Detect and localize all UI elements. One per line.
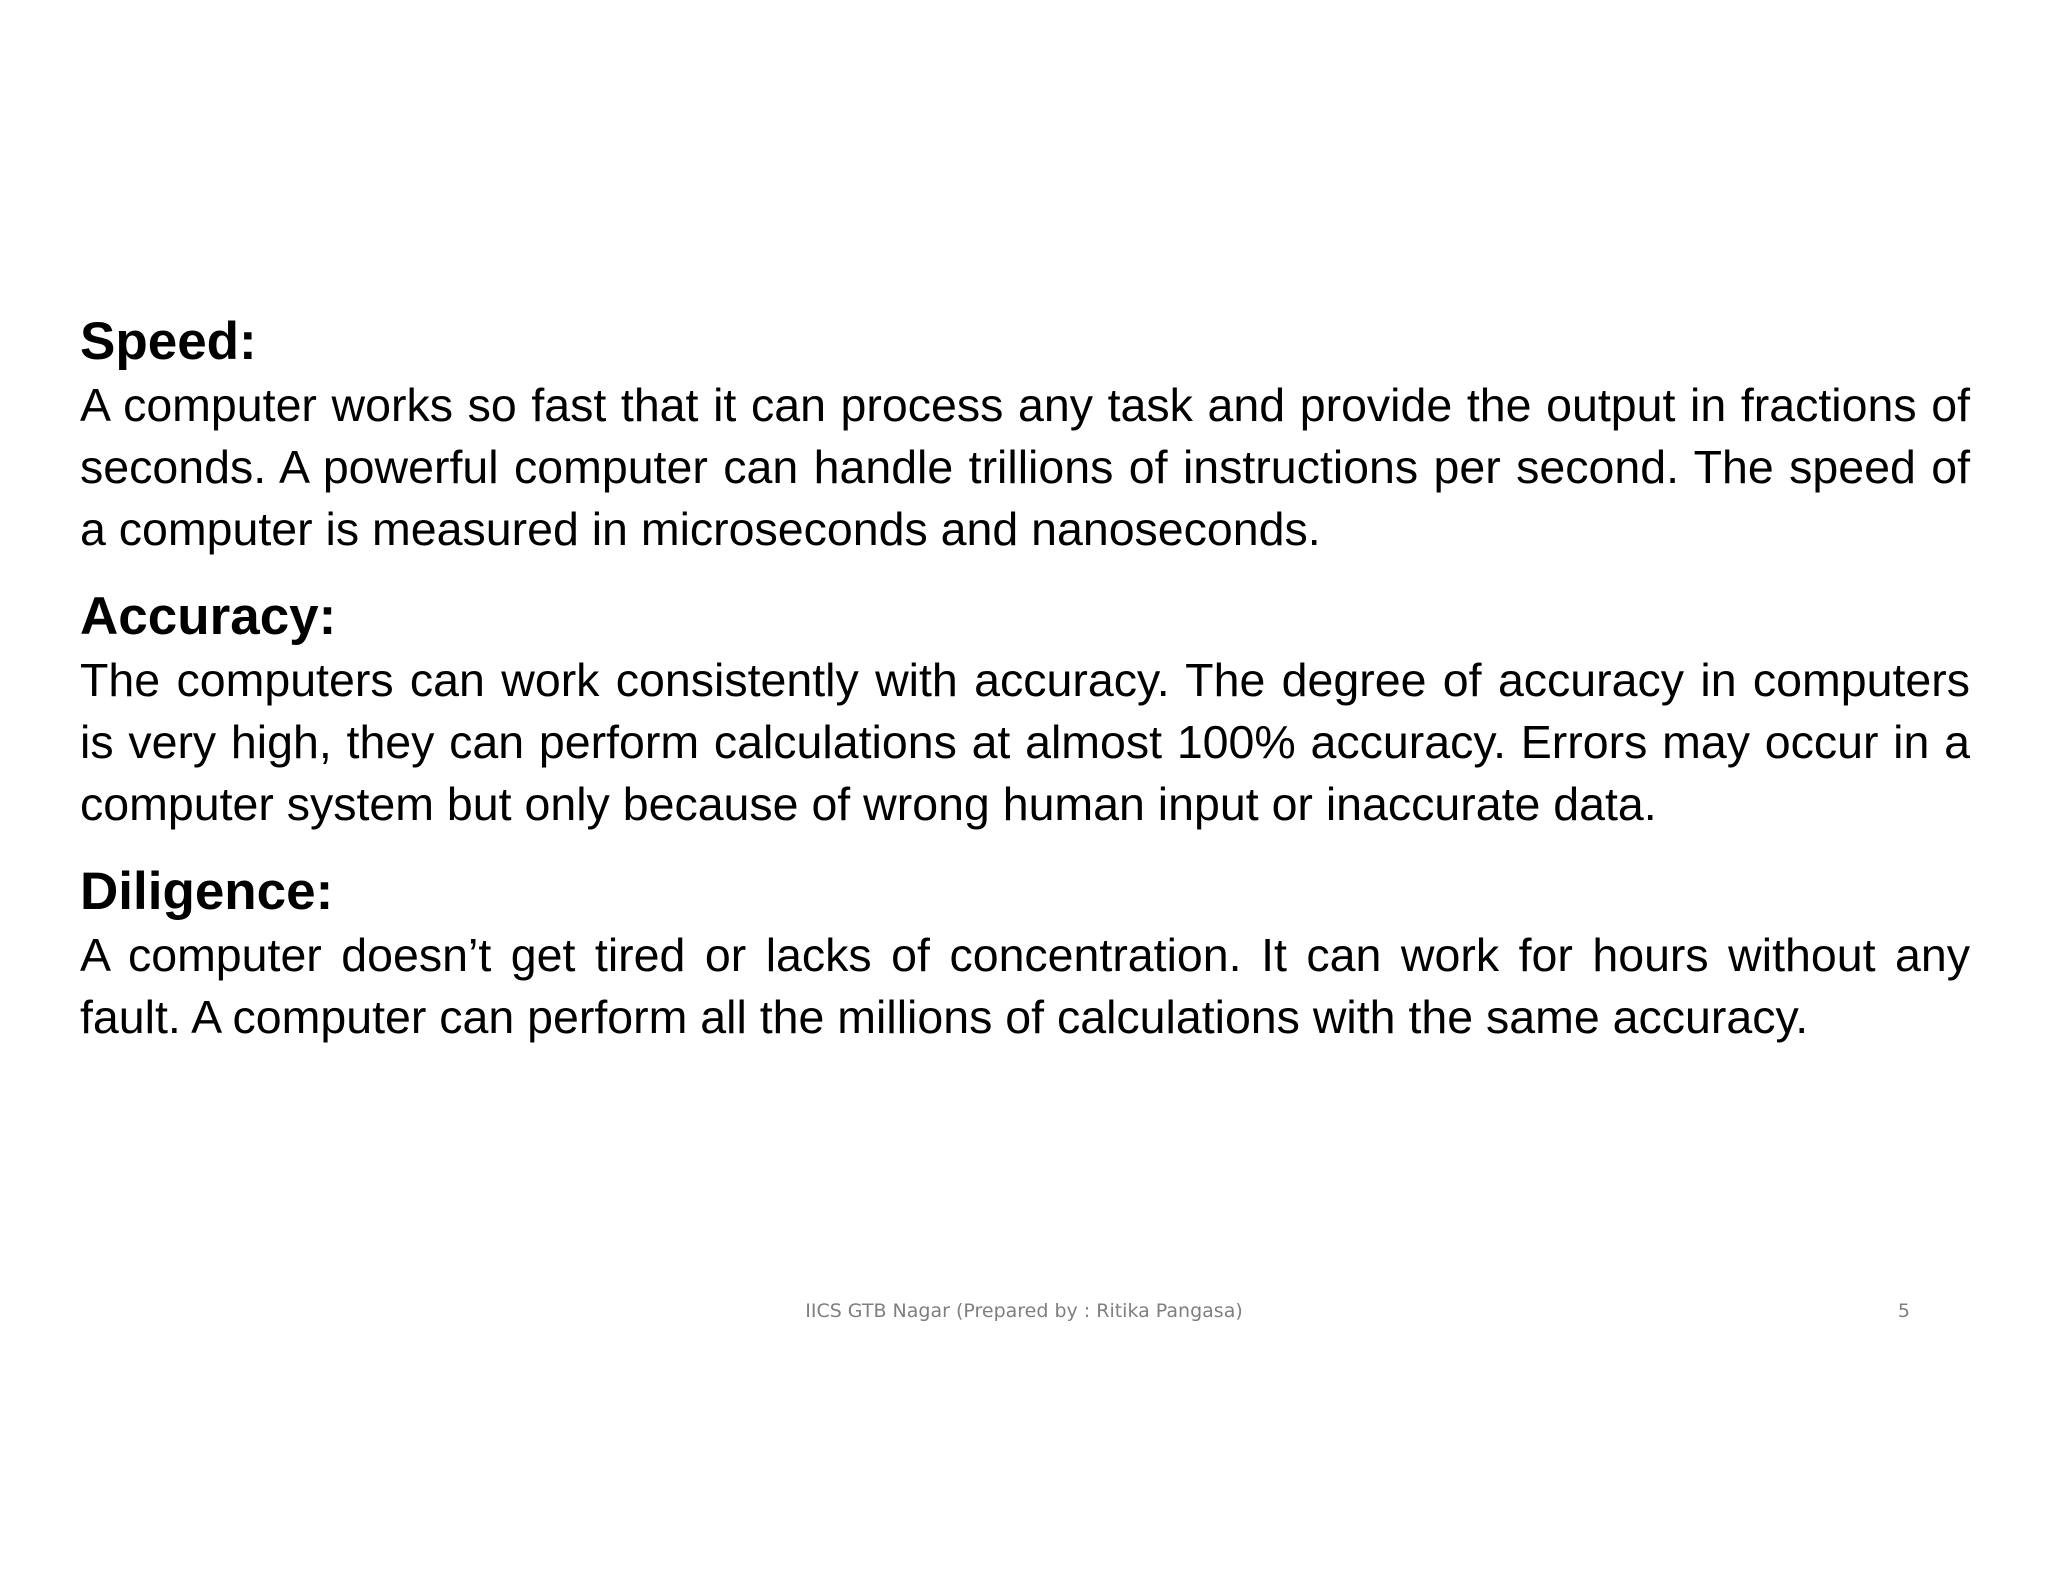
section-heading: Diligence: bbox=[80, 862, 334, 921]
section-body: A computer doesn’t get tired or lacks of concentration. It can work for hours without any fault. A computer can perform all the millions of calculations with the same accuracy. bbox=[80, 929, 1970, 1043]
section-body: The computers can work consistently with accuracy. The degree of accuracy in computers is very high, they can perform calculations at almost 100% accuracy. Errors may occur in a computer system but only because of wrong human input or inaccurate data. bbox=[80, 654, 1970, 830]
footer-credit: IICS GTB Nagar (Prepared by : Ritika Pangasa) bbox=[805, 1300, 1243, 1322]
section-heading: Speed: bbox=[80, 312, 257, 371]
section-diligence bbox=[80, 862, 1970, 1048]
section-accuracy bbox=[80, 587, 1970, 835]
page-number: 5 bbox=[1897, 1300, 1910, 1322]
section-body: A computer works so fast that it can process any task and provide the output in fractions of seconds. A powerful computer can handle trillions of instructions per second. The speed of a computer is measured in microseconds and nanoseconds. bbox=[80, 379, 1970, 555]
section-speed bbox=[80, 312, 1970, 560]
section-heading: Accuracy: bbox=[80, 587, 337, 646]
slide-content bbox=[80, 312, 1970, 1075]
